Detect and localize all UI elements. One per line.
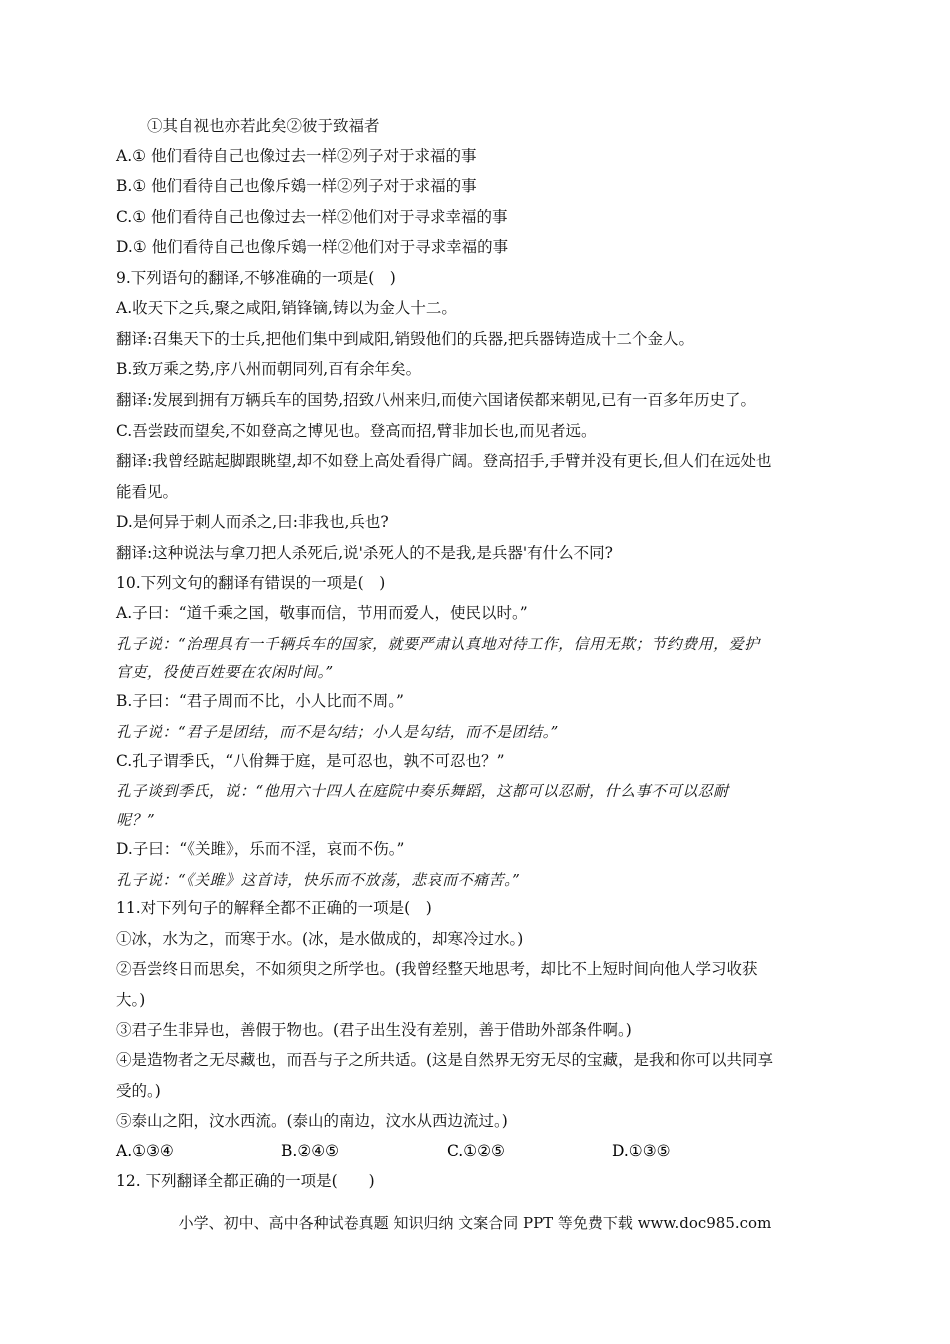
text-line: 孔子说：“治理具有一千辆兵车的国家，就要严肃认真地对待工作，信用无欺；节约费用，爱护 — [116, 635, 760, 653]
text-line: 呢？” — [116, 811, 156, 829]
text-line: ③君子生非异也，善假于物也。(君子出生没有差别，善于借助外部条件啊。) — [116, 1021, 632, 1039]
text-line: B.子曰：“君子周而不比，小人比而不周。” — [116, 692, 404, 710]
text-line: D.是何异于刺人而杀之,曰:非我也,兵也? — [116, 513, 389, 531]
text-line: 翻译:我曾经踮起脚跟眺望,却不如登上高处看得广阔。登高招手,手臂并没有更长,但人们在远处也 — [116, 452, 772, 470]
text-line: 受的。) — [116, 1082, 161, 1100]
text-line: A.收天下之兵,聚之咸阳,销锋镝,铸以为金人十二。 — [116, 299, 457, 317]
text-line: 大。) — [116, 991, 146, 1009]
text-line: 翻译:发展到拥有万辆兵车的国势,招致八州来归,而使六国诸侯都来朝见,已有一百多年历史了。 — [116, 391, 757, 409]
text-line: ①冰，水为之，而寒于水。(冰，是水做成的，却寒冷过水。) — [116, 930, 524, 948]
text-line: 孔子谈到季氏，说：“他用六十四人在庭院中奏乐舞蹈，这都可以忍耐，什么事不可以忍耐 — [116, 782, 729, 800]
text-line: ④是造物者之无尽藏也，而吾与子之所共适。(这是自然界无穷无尽的宝藏，是我和你可以共同享 — [116, 1051, 774, 1069]
text-line: 官吏，役使百姓要在农闲时间。” — [116, 663, 334, 681]
question-11: 11.对下列句子的解释全都不正确的一项是( ) — [116, 899, 432, 917]
text-line: D.① 他们看待自己也像斥鴳一样②他们对于寻求幸福的事 — [116, 238, 509, 256]
text-line: 孔子说：“《关雎》这首诗，快乐而不放荡，悲哀而不痛苦。” — [116, 871, 521, 889]
option-d: D.①③⑤ — [612, 1142, 671, 1160]
option-b: B.②④⑤ — [281, 1142, 340, 1160]
page-footer: 小学、初中、高中各种试卷真题 知识归纳 文案合同 PPT 等免费下载 www.doc985.com — [178, 1214, 772, 1232]
text-line: A.子曰：“道千乘之国，敬事而信，节用而爱人，使民以时。” — [116, 604, 528, 622]
option-c: C.①②⑤ — [447, 1142, 505, 1160]
text-line: ⑤泰山之阳，汶水西流。(泰山的南边，汶水从西边流过。) — [116, 1112, 508, 1130]
text-line: A.① 他们看待自己也像过去一样②列子对于求福的事 — [116, 147, 477, 165]
question-10: 10.下列文句的翻译有错误的一项是( ) — [116, 574, 386, 592]
text-line: 翻译:召集天下的士兵,把他们集中到咸阳,销毁他们的兵器,把兵器铸造成十二个金人。 — [116, 330, 695, 348]
text-line: C.① 他们看待自己也像过去一样②他们对于寻求幸福的事 — [116, 208, 508, 226]
text-line: ①其自视也亦若此矣②彼于致福者 — [147, 117, 380, 135]
text-line: 翻译:这种说法与拿刀把人杀死后,说'杀死人的不是我,是兵器'有什么不同? — [116, 544, 613, 562]
text-line: 孔子说：“君子是团结，而不是勾结；小人是勾结，而不是团结。” — [116, 723, 559, 741]
option-a: A.①③④ — [116, 1142, 174, 1160]
text-line: C.孔子谓季氏，“八佾舞于庭，是可忍也，孰不可忍也？” — [116, 752, 505, 770]
text-line: C.吾尝跂而望矣,不如登高之博见也。登高而招,臂非加长也,而见者远。 — [116, 422, 597, 440]
text-line: B.致万乘之势,序八州而朝同列,百有余年矣。 — [116, 360, 422, 378]
text-line: 能看见。 — [116, 483, 179, 501]
text-line: ②吾尝终日而思矣，不如须臾之所学也。(我曾经整天地思考，却比不上短时间向他人学习收获 — [116, 960, 758, 978]
question-12: 12. 下列翻译全都正确的一项是( ) — [116, 1172, 375, 1190]
text-line: D.子曰：“《关雎》，乐而不淫，哀而不伤。” — [116, 840, 405, 858]
text-line: B.① 他们看待自己也像斥鴳一样②列子对于求福的事 — [116, 177, 477, 195]
question-9: 9.下列语句的翻译,不够准确的一项是( ) — [116, 269, 396, 287]
